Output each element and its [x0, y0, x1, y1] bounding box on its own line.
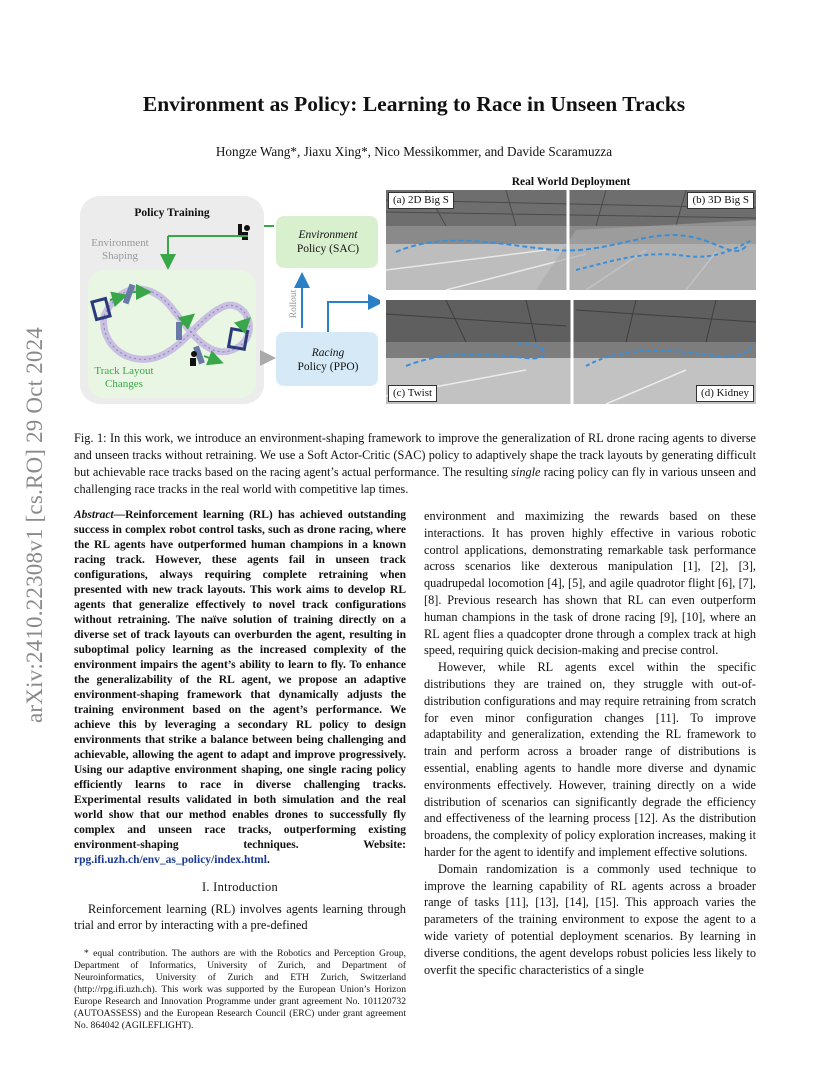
env-policy-label-2: Policy (SAC): [296, 243, 360, 255]
racing-policy-label-2: Policy (PPO): [297, 361, 359, 373]
label-2d-big-s: (a) 2D Big S: [388, 192, 454, 209]
policy-training-diagram: [80, 196, 380, 404]
arxiv-identifier: arXiv:2410.22308v1 [cs.RO] 29 Oct 2024: [22, 327, 47, 723]
abstract: Abstract—Reinforcement learning (RL) has achieved outstanding success in complex robot control tasks, such as drone racing, where the RL agents have outperformed human champions in a known racing track. However, these agents fail in unseen track configurations, always requiring complete retraining when presented with new track layouts. This work aims to develop RL agents that generalize effectively to novel track configurations without retraining. The naïve solution of training directly on a diverse set of track layouts can overburden the agent, resulting in suboptimal policy learning as the increased complexity of the environment impairs the agent’s ability to learn to fly. To enhance the generalizability of the RL agent, we propose an adaptive environment-shaping framework that dynamically adjusts the training environment based on the agent’s performance. We achieve this by leveraging a secondary RL policy to design environments that strike a balance between being challenging and achievable, allowing the agent to adapt and improve progressively. Using our adaptive environment shaping, one single racing policy efficiently learns to race in diverse challenging tracks. Experimental results validated in both simulation and the real world show that our method enables drones to successfully fly complex and unseen race tracks, outperforming existing environment-shaping techniques. Website: rpg.ifi.uzh.ch/env_as_policy/index.html.: [74, 509, 406, 866]
website-link[interactable]: rpg.ifi.uzh.ch/env_as_policy/index.html: [74, 854, 267, 866]
author-list: Hongze Wang*, Jiaxu Xing*, Nico Messikommer, and Davide Scaramuzza: [215, 144, 613, 159]
photo-top: [386, 190, 756, 290]
real-world-deployment: [386, 176, 756, 406]
paper-title: Environment as Policy: Learning to Race in Unseen Tracks: [142, 92, 686, 116]
env-shaping-label-1: Environment: [91, 237, 149, 249]
rollout-label: Rollout: [289, 289, 299, 319]
env-policy-label-1: Environment: [298, 229, 358, 241]
track-layout-label-1: Track Layout: [94, 365, 154, 377]
figure-caption: Fig. 1: In this work, we introduce an environment-shaping framework to improve the generalization of RL drone racing agents to diverse and unseen tracks without retraining. We use a Soft Actor-Critic (SAC) policy to adaptively shape the track layouts by generating difficult but achievable race tracks based on the racing agent’s actual performance. The resulting single racing policy can fly in various unseen and challenging race tracks in the real world with competitive lap times.: [74, 431, 757, 496]
left-column: [74, 508, 406, 1032]
right-column: [424, 508, 756, 978]
right-paragraph-1: environment and maximizing the rewards based on these interactions. It has proven highly effective in various robotic control applications, demonstrating remarkable task performance across scenarios like dexterous manipulation [1], [2], [3], quadrupedal locomotion [4], [5], and agile quadrotor flight [6], [7], [8]. Previous research has shown that RL can even outperform human champions in the task of drone racing [9], [10], where an RL agent flies a quadcopter drone through a complex track at high speed, requiring quick decision-making and precise control.: [424, 509, 756, 658]
label-twist: (c) Twist: [388, 385, 437, 402]
intro-paragraph: Reinforcement learning (RL) involves agents learning through trial and error by interacting with a pre-defined: [74, 901, 406, 933]
label-3d-big-s: (b) 3D Big S: [687, 192, 754, 209]
label-kidney: (d) Kidney: [696, 385, 754, 402]
right-paragraph-3: Domain randomization is a commonly used technique to improve the learning capability of RL agents across a broader range of tasks [11], [13], [14], [15]. This approach varies the parameters of the training environment to expose the agent to a wide variety of potential deployment scenarios. By learning in diverse conditions, the agent develops robust policies less likely to overfit the specific characteristics of a single: [424, 861, 756, 977]
deploy-title: Real World Deployment: [511, 176, 631, 188]
photo-bottom: [386, 300, 756, 404]
racing-policy-label-1: Racing: [311, 347, 345, 359]
section-heading-introduction: I. Introduction: [201, 880, 279, 894]
footnote: * equal contribution. The authors are with the Robotics and Perception Group, Department of Informatics, University of Zurich, and Department of Neuroinformatics, University of Zurich and ETH Zurich, Switzerland (http://rpg.ifi.uzh.ch). This work was supported by the European Union’s Horizon Europe Research and Innovation Programme under grant agreement No. 101120732 (AUTOASSESS) and the European Research Council (ERC) under grant agreement No. 864042 (AGILEFLIGHT).: [74, 948, 406, 1032]
env-shaping-label-2: Shaping: [101, 250, 139, 262]
track-layout-label-2: Changes: [105, 378, 143, 390]
right-paragraph-2: However, while RL agents excel within the specific distributions they are trained on, they struggle with out-of-distribution configurations and may require retraining from scratch for even minor configuration changes [11]. To improve adaptability and generalization, extending the RL framework to train and perform across a broader range of distributions is essential, enabling agents to handle more diverse and dynamic environments effectively. However, training directly on a wide distribution of scenarios can significantly degrade the efficiency and effectiveness of the learning process [12]. As the distribution broadens, the complexity of policy exploration increases, making it harder for the agent to identify and implement effective solutions.: [424, 660, 756, 859]
policy-training-label: Policy Training: [134, 207, 210, 219]
